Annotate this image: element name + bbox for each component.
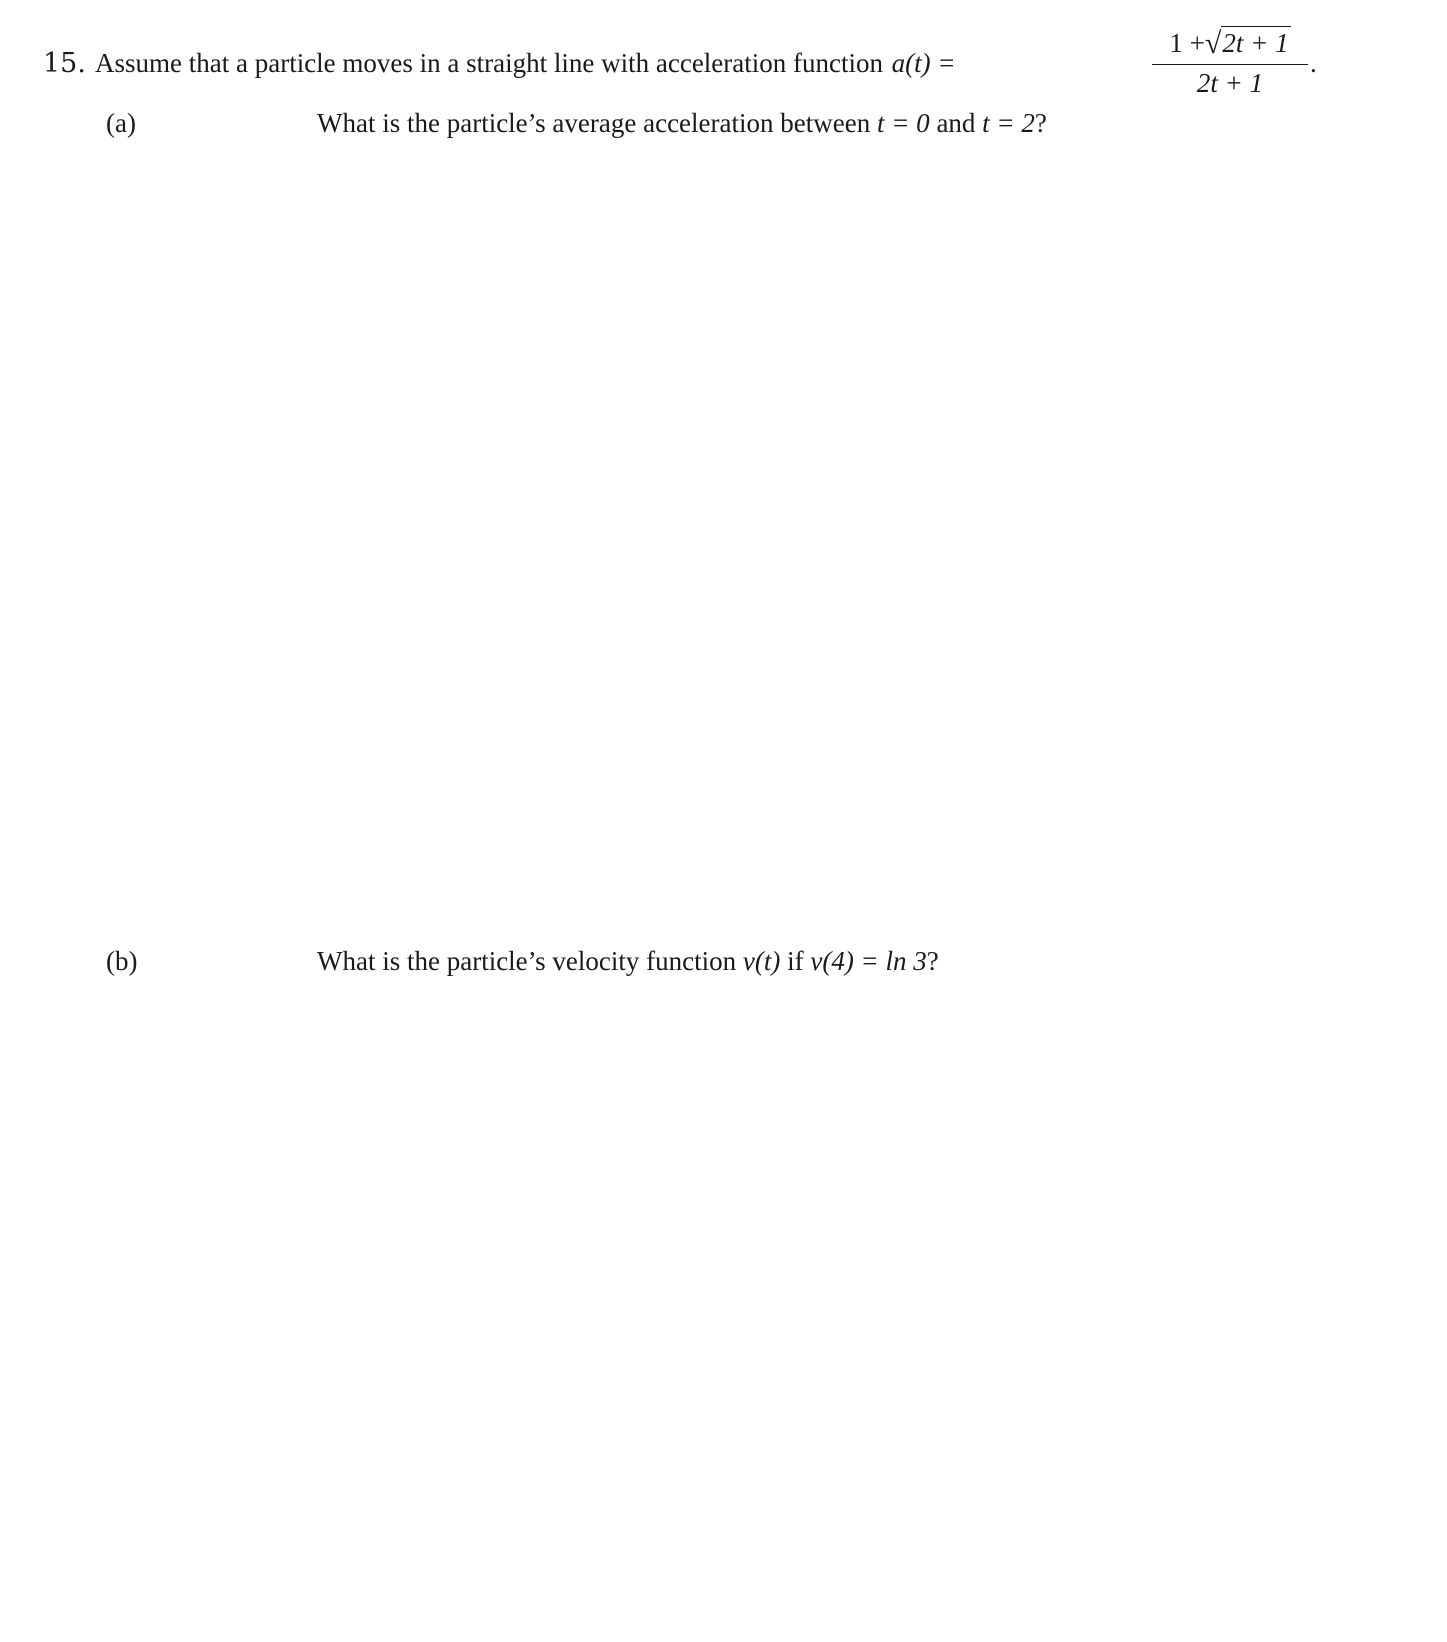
acceleration-fraction (1152, 28, 1308, 98)
part-b-text-mid: if (787, 946, 804, 976)
part-a-question (317, 110, 1047, 137)
numerator-lead: 1 + (1169, 28, 1205, 58)
fraction-denominator: 2t + 1 (1196, 68, 1264, 98)
fraction-bar (1152, 64, 1308, 65)
problem-number: 15. (43, 48, 86, 79)
part-a-text-mid: and (936, 108, 976, 138)
part-a-label: (a) (106, 108, 136, 138)
problem-intro-text: Assume that a particle moves in a straight line with acceleration function (95, 48, 883, 78)
sqrt-content: 2t + 1 (1222, 28, 1289, 58)
part-b-text-end: ? (926, 946, 939, 976)
problem-statement (43, 50, 956, 77)
part-b-condition: v(4) = ln 3 (810, 946, 927, 976)
part-b-question (317, 948, 939, 975)
statement-end-punct: . (1310, 48, 1317, 78)
sqrt-icon: √ (1204, 27, 1222, 60)
square-root (1205, 28, 1291, 58)
fraction-numerator (1152, 28, 1308, 58)
part-a-condition-2: t = 2 (982, 108, 1035, 138)
acceleration-function-lhs: a(t) = (891, 48, 956, 78)
part-b-label: (b) (106, 946, 138, 976)
part-a-text-end: ? (1034, 108, 1047, 138)
part-a-text-before: What is the particle’s average acceleration between (317, 108, 871, 138)
part-b-text-before: What is the particle’s velocity function (317, 946, 737, 976)
part-a-condition-1: t = 0 (876, 108, 930, 138)
part-b-function: v(t) (742, 946, 781, 976)
